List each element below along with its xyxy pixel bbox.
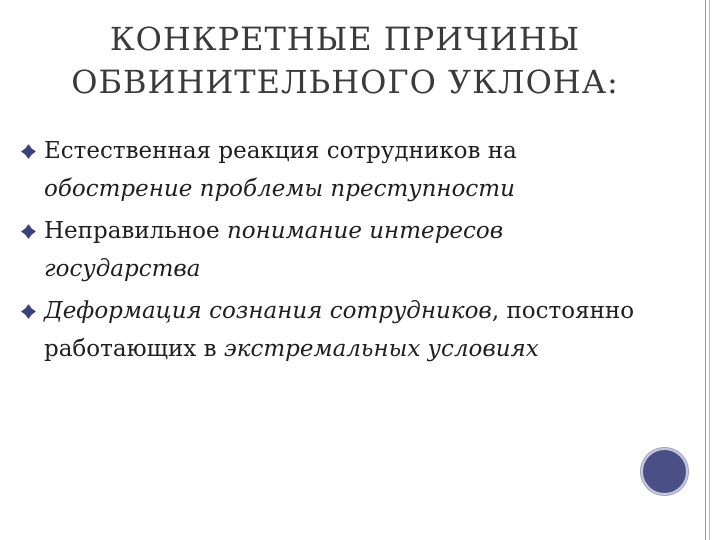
bullet-item-2 (20, 212, 660, 288)
bullet-list (20, 132, 660, 372)
decorative-circle (641, 448, 688, 495)
bullet-2-text-plain: Неправильное (44, 218, 227, 244)
bullet-item-1 (20, 132, 660, 208)
bullet-text-3 (44, 298, 634, 362)
right-frame-inner-line (709, 0, 710, 540)
slide-title-line-2: ОБВИНИТЕЛЬНОГО УКЛОНА: (71, 63, 619, 101)
bullet-text-1 (44, 138, 517, 202)
bullet-2-text-italic: понимание интересов государства (44, 218, 504, 282)
bullet-1-text-italic: обострение проблемы преступности (44, 176, 515, 202)
bullet-item-3 (20, 292, 660, 368)
bullet-3-text-italic-b: экстремальных условиях (223, 336, 539, 362)
diamond-bullet-icon (20, 143, 37, 160)
bullet-text-2 (44, 218, 503, 282)
right-frame-line (705, 0, 706, 540)
bullet-1-text-plain: Естественная реакция сотрудников на (44, 138, 517, 164)
bullet-3-text-italic-a: Деформация сознания сотрудников (44, 298, 492, 324)
diamond-bullet-icon (20, 223, 37, 240)
diamond-bullet-icon (20, 303, 37, 320)
bullet-3-text-plain: , постоянно работающих в (44, 298, 635, 362)
slide-title-line-1: КОНКРЕТНЫЕ ПРИЧИНЫ (109, 20, 581, 58)
